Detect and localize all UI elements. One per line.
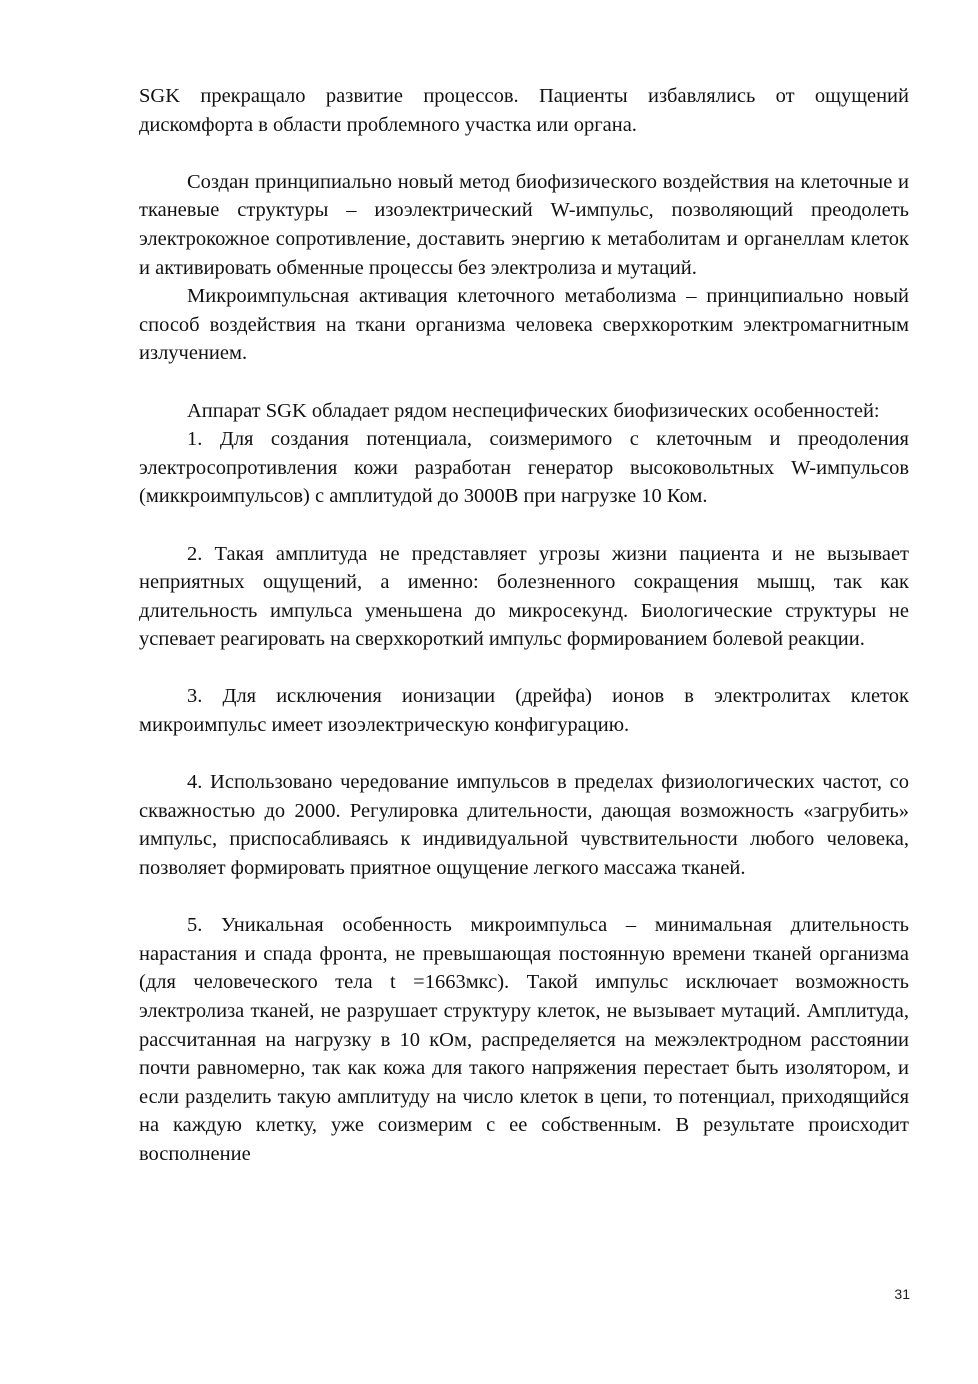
paragraph-w-impulse-method: Создан принципиально новый метод биофизического воздействия на клеточные и тканевые структуры – изоэлектрический W-импульс, позволяющий преодолеть электрокожное сопротивление, доставить энергию к метаболитам и органеллам клеток и активировать обменные процессы без электролиза и мутаций. bbox=[139, 170, 909, 279]
paragraph-sgk-features-intro: Аппарат SGK обладает рядом неспецифических биофизических особенностей: bbox=[187, 399, 880, 422]
paragraph-feature-1: 1. Для создания потенциала, соизмеримого с клеточным и преодоления электросопротивления кожи разработан генератор высоковольтных W-импульсов (миккроимпульсов) с амплитудой до 3000В при нагрузке 10 Ком. bbox=[139, 428, 909, 508]
paragraph-microimpulse-activation: Микроимпульсная активация клеточного метаболизма – принципиально новый способ воздействия на ткани организма человека сверхкоротким электромагнитным излучением. bbox=[139, 285, 909, 365]
paragraph-feature-3: 3. Для исключения ионизации (дрейфа) ионов в электролитах клеток микроимпульс имеет изоэлектрическую конфигурацию. bbox=[139, 685, 909, 737]
paragraph-feature-4: 4. Использовано чередование импульсов в пределах физиологических частот, со скважностью до 2000. Регулировка длительности, дающая возможность «загрубить» импульс, приспосабливаясь к индивидуальной чувствительности любого человека, позволяет формировать приятное ощущение легкого массажа тканей. bbox=[139, 771, 909, 880]
document-body bbox=[139, 82, 909, 1169]
paragraph-feature-5: 5. Уникальная особенность микроимпульса – минимальная длительность нарастания и спада фронта, не превышающая постоянную времени тканей организма (для человеческого тела t =1663мкс). Такой импульс исключает возможность электролиза тканей, не разрушает структуру клеток, не вызывает мутаций. Амплитуда, рассчитанная на нагрузку в 10 кОм, распределяется на межэлектродном расстоянии почти равномерно, так как кожа для такого напряжения перестает быть изолятором, и если разделить такую амплитуду на число клеток в цепи, то потенциал, приходящийся на каждую клетку, уже соизмерим с ее собственным. В результате происходит восполнение bbox=[139, 914, 909, 1165]
paragraph-continuation: SGK прекращало развитие процессов. Пациенты избавлялись от ощущений дискомфорта в области проблемного участка или органа. bbox=[139, 85, 909, 136]
paragraph-feature-2: 2. Такая амплитуда не представляет угрозы жизни пациента и не вызывает неприятных ощущений, а именно: болезненного сокращения мышц, так как длительность импульса уменьшена до микросекунд. Биологические структуры не успевает реагировать на сверхкороткий импульс формированием болевой реакции. bbox=[139, 542, 909, 651]
page-number: 31 bbox=[894, 1286, 910, 1302]
